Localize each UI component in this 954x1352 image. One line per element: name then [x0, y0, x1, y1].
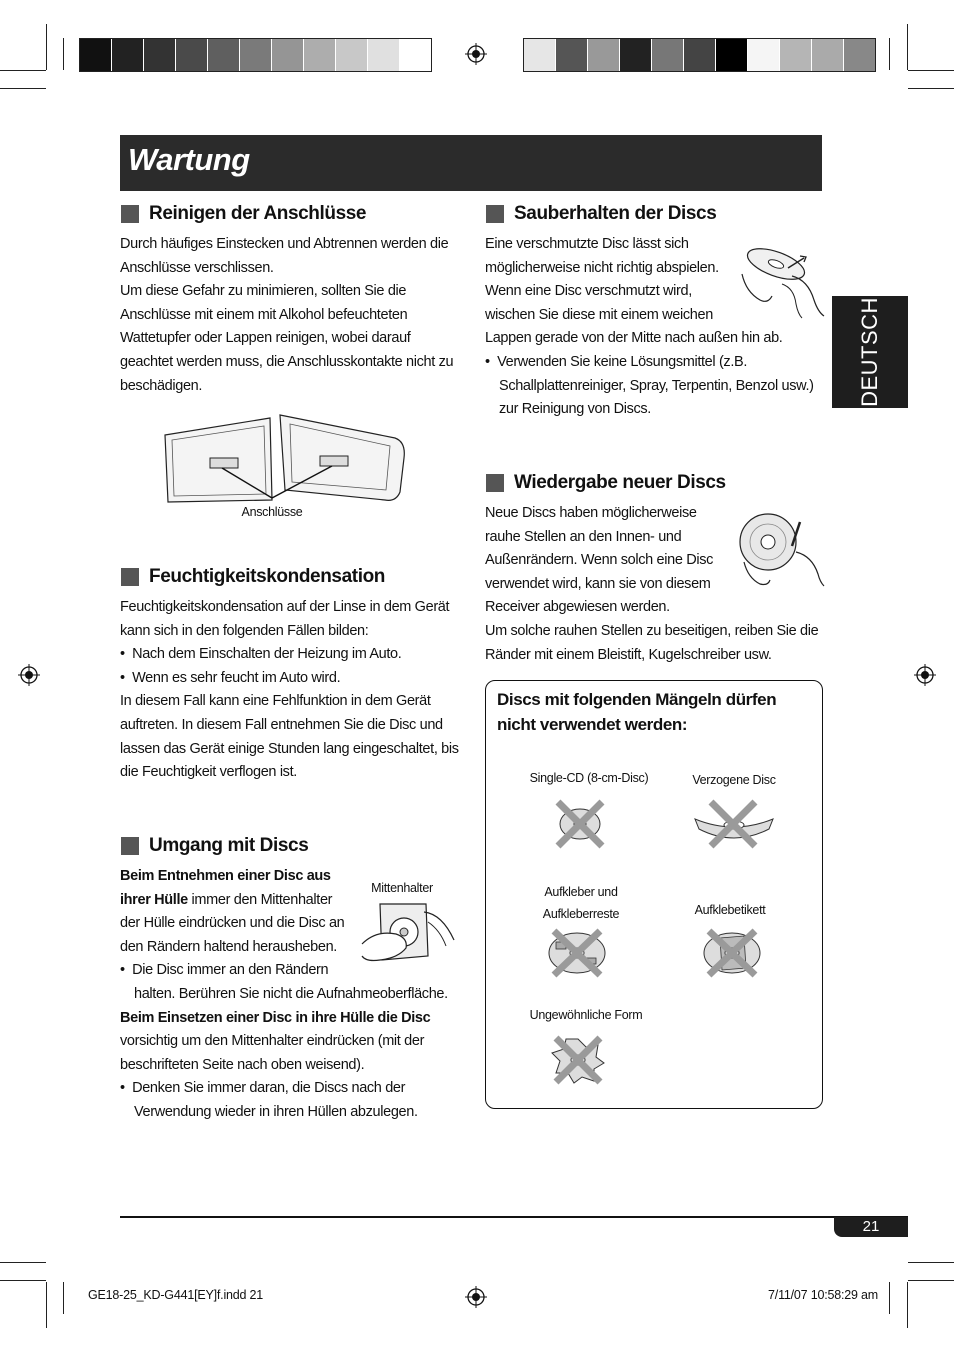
- footer-timestamp: 7/11/07 10:58:29 am: [768, 1288, 878, 1302]
- umgang-body: Beim Entnehmen einer Disc aus ihrer Hülle immer den Mittenhalter der Hülle eindrücken und die Disc an den Rändern haltend herausheben. • Die Disc immer an den Rändern halten. Berühren Sie nicht die Aufnahmeoberfläche. Beim Einsetzen einer Disc in ihre Hülle die Disc vorsichtig um den Mittenhalter eindrücken (mit der beschrifteten Seite nach oben weisend). • Denken Sie immer daran, die Discs nach der Verwendung wieder in ihren Hüllen abzulegen.: [120, 865, 460, 1125]
- registration-mark-icon: [465, 1286, 487, 1308]
- box-item-label: Aufklebetikett: [694, 903, 766, 917]
- defective-discs-box: [485, 680, 823, 1109]
- crop-mark: [0, 70, 46, 71]
- connector-illustration: [160, 410, 410, 510]
- section-heading-reinigen: Reinigen der Anschlüsse: [121, 203, 366, 225]
- registration-mark-icon: [914, 664, 936, 686]
- heading-square-icon: [121, 205, 139, 223]
- crop-mark: [889, 1282, 890, 1314]
- heading-square-icon: [121, 837, 139, 855]
- bullet-item: • Nach dem Einschalten der Heizung im Auto.: [120, 646, 402, 663]
- bullet-item: • Wenn es sehr feucht im Auto wird.: [120, 669, 341, 686]
- section-heading-umgang: Umgang mit Discs: [121, 835, 308, 857]
- crop-mark: [908, 70, 954, 71]
- heading-square-icon: [486, 474, 504, 492]
- crop-mark: [0, 1280, 46, 1281]
- crop-mark: [889, 38, 890, 70]
- unusual-shape-disc-crossed-icon: [550, 1035, 606, 1085]
- language-tab-label: DEUTSCH: [857, 297, 882, 407]
- heading-square-icon: [121, 568, 139, 586]
- crop-mark: [907, 1282, 908, 1328]
- crop-mark: [908, 1280, 954, 1281]
- label-sticker-disc-crossed-icon: [700, 928, 764, 978]
- bullet-item: • Denken Sie immer daran, die Discs nach der: [120, 1080, 406, 1097]
- color-calibration-strip-right: [523, 38, 876, 72]
- warped-disc-crossed-icon: [691, 799, 777, 849]
- heading-square-icon: [486, 205, 504, 223]
- box-item-label: Single-CD (8-cm-Disc): [529, 771, 649, 785]
- connector-figure-label: Anschlüsse: [241, 505, 303, 519]
- crop-mark: [63, 38, 64, 70]
- sauberhalten-body: Eine verschmutzte Disc lässt sich möglicherweise nicht richtig abspielen. Wenn eine Disc verschmutzt wird, wischen Sie diese mit einem weichen Lappen gerade von der Mitte nach außen hin ab. • Verwenden Sie keine Lösungsmittel (z.B. Schallplattenreiniger, Spray, Terpentin, Benzol usw.) zur Reinigung von Discs.: [485, 233, 825, 422]
- disc-wiping-illustration: [738, 240, 826, 320]
- crop-mark: [908, 1262, 954, 1263]
- crop-mark: [46, 24, 47, 70]
- page-number: 21: [834, 1217, 908, 1237]
- bullet-item: • Die Disc immer an den Rändern: [120, 962, 329, 979]
- section-heading-feuchtigkeit: Feuchtigkeitskondensation: [121, 566, 385, 588]
- language-tab: [832, 296, 908, 408]
- crop-mark: [0, 88, 46, 89]
- disc-pencil-illustration: [734, 512, 826, 588]
- wiedergabe-body: Neue Discs haben möglicherweise rauhe Stellen an den Innen- und Außenrändern. Wenn solch eine Disc verwendet wird, kann sie von diesem Receiver abgewiesen werden. Um solche rauhen Stellen zu beseitigen, reiben Sie die Ränder mit einem Bleistift, Kugelschreiber usw.: [485, 505, 819, 663]
- center-holder-label: Mittenhalter: [371, 881, 433, 895]
- box-item-label: Verzogene Disc: [692, 773, 776, 787]
- section-heading-wiedergabe: Wiedergabe neuer Discs: [486, 472, 726, 494]
- crop-mark: [46, 1282, 47, 1328]
- page-title-bar: [120, 135, 822, 191]
- registration-mark-icon: [18, 664, 40, 686]
- registration-mark-icon: [465, 43, 487, 65]
- box-heading: Discs mit folgenden Mängeln dürfen nicht verwendet werden:: [497, 690, 777, 734]
- footer-file-info: GE18-25_KD-G441[EY]f.indd 21: [88, 1288, 264, 1302]
- box-item-label: Ungewöhnliche Form: [529, 1008, 643, 1022]
- color-calibration-strip-left: [79, 38, 432, 72]
- bottom-rule: [120, 1216, 908, 1218]
- sticker-residue-disc-crossed-icon: [546, 928, 608, 978]
- feuchtigkeit-body: Feuchtigkeitskondensation auf der Linse in dem Gerät kann sich in den folgenden Fällen bilden: • Nach dem Einschalten der Heizung im Auto. • Wenn es sehr feucht im Auto wird. In diesem Fall kann eine Fehlfunktion in dem Gerät auftreten. In diesem Fall entnehmen Sie die Disc und lassen das Gerät einige Stunden lang eingeschaltet, bis die Feuchtigkeit verflogen ist.: [120, 599, 459, 781]
- page-title: Wartung: [128, 142, 250, 177]
- crop-mark: [907, 24, 908, 70]
- reinigen-body: Durch häufiges Einstecken und Abtrennen werden die Anschlüsse verschlissen. Um diese Gefahr zu minimieren, sollten Sie die Anschlüsse mit einem mit Alkohol befeuchteten Wattetupfer oder Lappen reinigen, wobei darauf geachtet werden muss, die Anschlusskontakte nicht zu beschädigen.: [120, 236, 454, 394]
- box-item-label: Aufkleber und Aufkleberreste: [542, 885, 620, 921]
- bullet-item: • Verwenden Sie keine Lösungsmittel (z.B.: [485, 353, 748, 370]
- section-heading-sauberhalten: Sauberhalten der Discs: [486, 203, 716, 225]
- single-cd-crossed-icon: [554, 799, 606, 849]
- crop-mark: [908, 88, 954, 89]
- crop-mark: [63, 1282, 64, 1314]
- disc-case-hand-illustration: [358, 900, 458, 972]
- crop-mark: [0, 1262, 46, 1263]
